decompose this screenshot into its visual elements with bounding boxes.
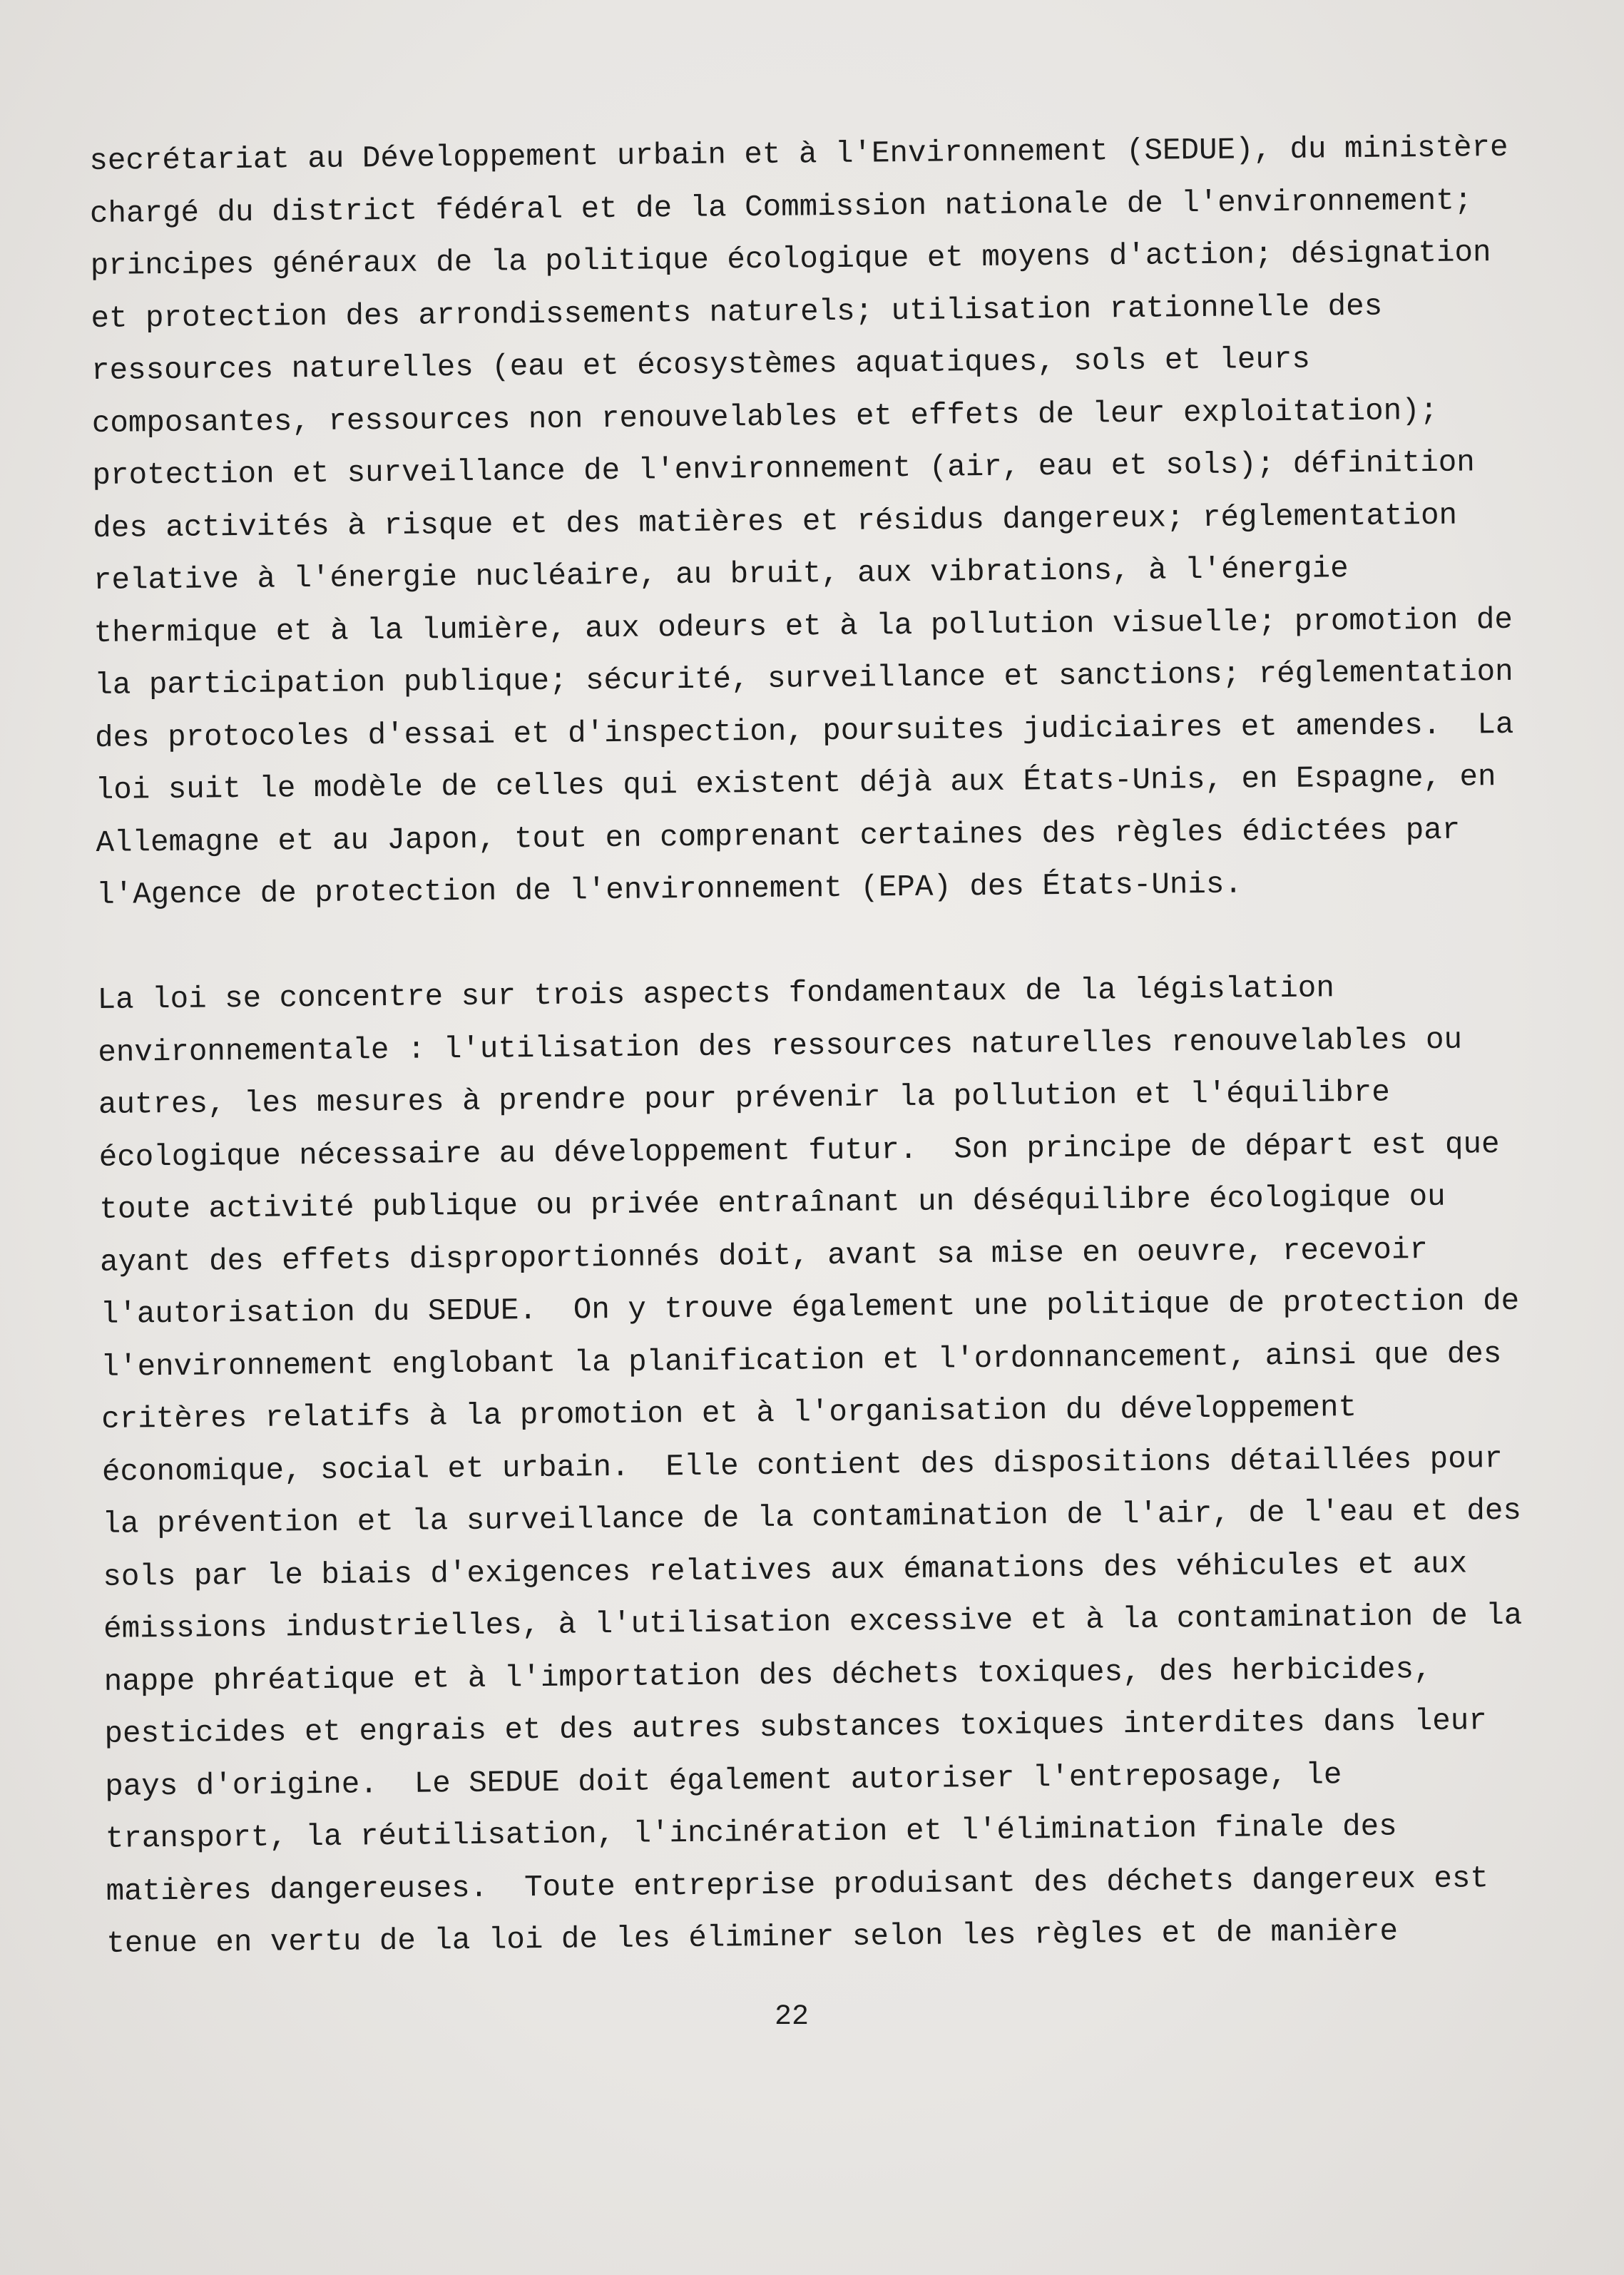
text-line: la prévention et la surveillance de la contamination de l'air, de l'eau et des: [102, 1493, 1522, 1542]
text-line: relative à l'énergie nucléaire, au bruit, aux vibrations, à l'énergie: [93, 551, 1349, 598]
text-line: des activités à risque et des matières et résidus dangereux; réglementation: [93, 498, 1458, 546]
text-line: secrétariat au Développement urbain et à l'Environnement (SEDUE), du ministère: [89, 130, 1508, 178]
text-line: ressources naturelles (eau et écosystèmes aquatiques, sols et leurs: [91, 342, 1311, 388]
text-line: tenue en vertu de la loi de les éliminer selon les règles et de manière: [106, 1914, 1399, 1961]
text-line: protection et surveillance de l'environnement (air, eau et sols); définition: [92, 445, 1476, 493]
text-line: loi suit le modèle de celles qui existent déjà aux États-Unis, en Espagne, en: [95, 760, 1496, 808]
paragraph-1: [89, 122, 1514, 922]
text-line: sols par le biais d'exigences relatives aux émanations des véhicules et aux: [103, 1547, 1468, 1594]
text-line: la participation publique; sécurité, surveillance et sanctions; réglementation: [94, 654, 1513, 703]
text-line: critères relatifs à la promotion et à l'organisation du développement: [101, 1390, 1357, 1437]
text-line: pays d'origine. Le SEDUE doit également autoriser l'entreposage, le: [104, 1757, 1342, 1804]
text-line: chargé du district fédéral et de la Commission nationale de l'environnement;: [89, 183, 1473, 231]
text-line: environnementale : l'utilisation des ressources naturelles renouvelables ou: [98, 1022, 1463, 1070]
text-line: autres, les mesures à prendre pour prévenir la pollution et l'équilibre: [98, 1075, 1390, 1122]
text-line: des protocoles d'essai et d'inspection, poursuites judiciaires et amendes. La: [94, 707, 1514, 755]
text-line: l'environnement englobant la planification et l'ordonnancement, ainsi que des: [101, 1336, 1502, 1385]
text-line: thermique et à la lumière, aux odeurs et à la pollution visuelle; promotion de: [93, 602, 1513, 651]
text-line: nappe phréatique et à l'importation des déchets toxiques, des herbicides,: [103, 1651, 1432, 1699]
text-line: l'Agence de protection de l'environnement (EPA) des États-Unis.: [96, 867, 1243, 912]
text-line: Allemagne et au Japon, tout en comprenant certaines des règles édictées par: [96, 813, 1461, 860]
text-line: principes généraux de la politique écologique et moyens d'action; désignation: [90, 235, 1491, 283]
body-text: [89, 122, 1523, 1970]
text-line: et protection des arrondissements naturels; utilisation rationnelle des: [91, 289, 1383, 336]
text-line: composantes, ressources non renouvelables et effets de leur exploitation);: [91, 393, 1439, 441]
text-line: l'autorisation du SEDUE. On y trouve également une politique de protection de: [100, 1283, 1520, 1332]
text-line: toute activité publique ou privée entraînant un déséquilibre écologique ou: [99, 1179, 1446, 1227]
text-line: pesticides et engrais et des autres substances toxiques interdites dans leur: [104, 1704, 1487, 1751]
page-number: 22: [774, 2001, 809, 2033]
text-line: transport, la réutilisation, l'incinération et l'élimination finale des: [105, 1809, 1397, 1856]
text-line: économique, social et urbain. Elle contient des dispositions détaillées pour: [101, 1441, 1503, 1490]
text-line: émissions industrielles, à l'utilisation excessive et à la contamination de la: [103, 1598, 1523, 1647]
text-line: La loi se concentre sur trois aspects fondamentaux de la législation: [97, 971, 1335, 1017]
paragraph-2: [97, 961, 1523, 1970]
text-line: matières dangereuses. Toute entreprise produisant des déchets dangereux est: [106, 1861, 1489, 1909]
text-line: écologique nécessaire au développement futur. Son principe de départ est que: [98, 1126, 1500, 1175]
text-line: ayant des effets disproportionnés doit, avant sa mise en oeuvre, recevoir: [99, 1232, 1429, 1280]
